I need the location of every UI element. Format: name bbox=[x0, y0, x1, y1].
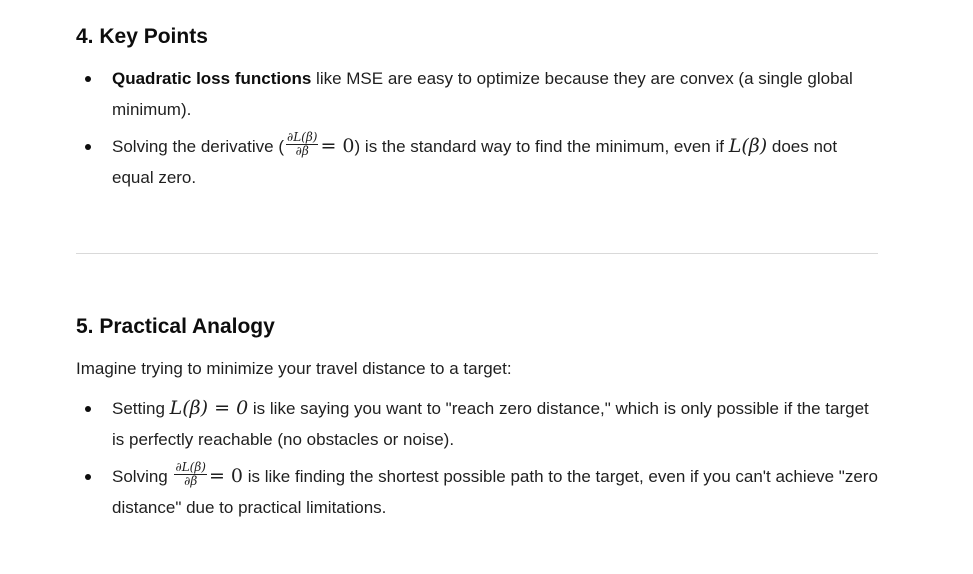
section-divider bbox=[76, 253, 878, 254]
list-item-text: ) is the standard way to find the minimum, even if bbox=[354, 137, 729, 156]
bold-term: Quadratic loss functions bbox=[112, 69, 312, 88]
list-item-text: does not equal zero. bbox=[112, 137, 838, 187]
math-equals-zero: = 0 bbox=[320, 135, 355, 157]
list-item-text: like MSE are easy to optimize because they are convex (a single global minimum). bbox=[112, 69, 853, 119]
derivative-fraction bbox=[286, 131, 318, 158]
list-item-text: Solving bbox=[112, 467, 173, 486]
list-item-text: Setting bbox=[112, 399, 170, 418]
math-equals-zero: = 0 bbox=[208, 465, 244, 487]
bullet-dot bbox=[85, 474, 91, 480]
section-heading-practical-analogy: 5. Practical Analogy bbox=[76, 315, 275, 338]
math-loss-equals-zero: L(β) = 0 bbox=[169, 397, 249, 419]
intro-paragraph: Imagine trying to minimize your travel distance to a target: bbox=[76, 359, 512, 378]
list-item bbox=[76, 393, 878, 455]
list-item-text: is like saying you want to "reach zero distance," which is only possible if the target is perfectly reachable (no obstacles or noise). bbox=[112, 399, 869, 449]
fraction-denominator: ∂β bbox=[184, 474, 198, 489]
analogy-list bbox=[76, 393, 878, 529]
derivative-fraction bbox=[174, 461, 206, 488]
math-loss-function: L(β) bbox=[728, 135, 768, 157]
list-item bbox=[76, 131, 878, 193]
bullet-dot bbox=[85, 406, 91, 412]
bullet-dot bbox=[85, 76, 91, 82]
bullet-dot bbox=[85, 144, 91, 150]
list-item-text: is like finding the shortest possible path to the target, even if you can't achieve "zero distance" due to practical limitations. bbox=[112, 467, 878, 517]
list-item bbox=[76, 63, 878, 125]
section-heading-key-points: 4. Key Points bbox=[76, 25, 208, 48]
list-item-text: Solving the derivative ( bbox=[112, 137, 284, 156]
key-points-list bbox=[76, 63, 878, 199]
fraction-numerator: ∂L(β) bbox=[286, 130, 318, 145]
fraction-numerator: ∂L(β) bbox=[175, 460, 206, 475]
list-item bbox=[76, 461, 878, 523]
fraction-denominator: ∂β bbox=[295, 144, 309, 159]
